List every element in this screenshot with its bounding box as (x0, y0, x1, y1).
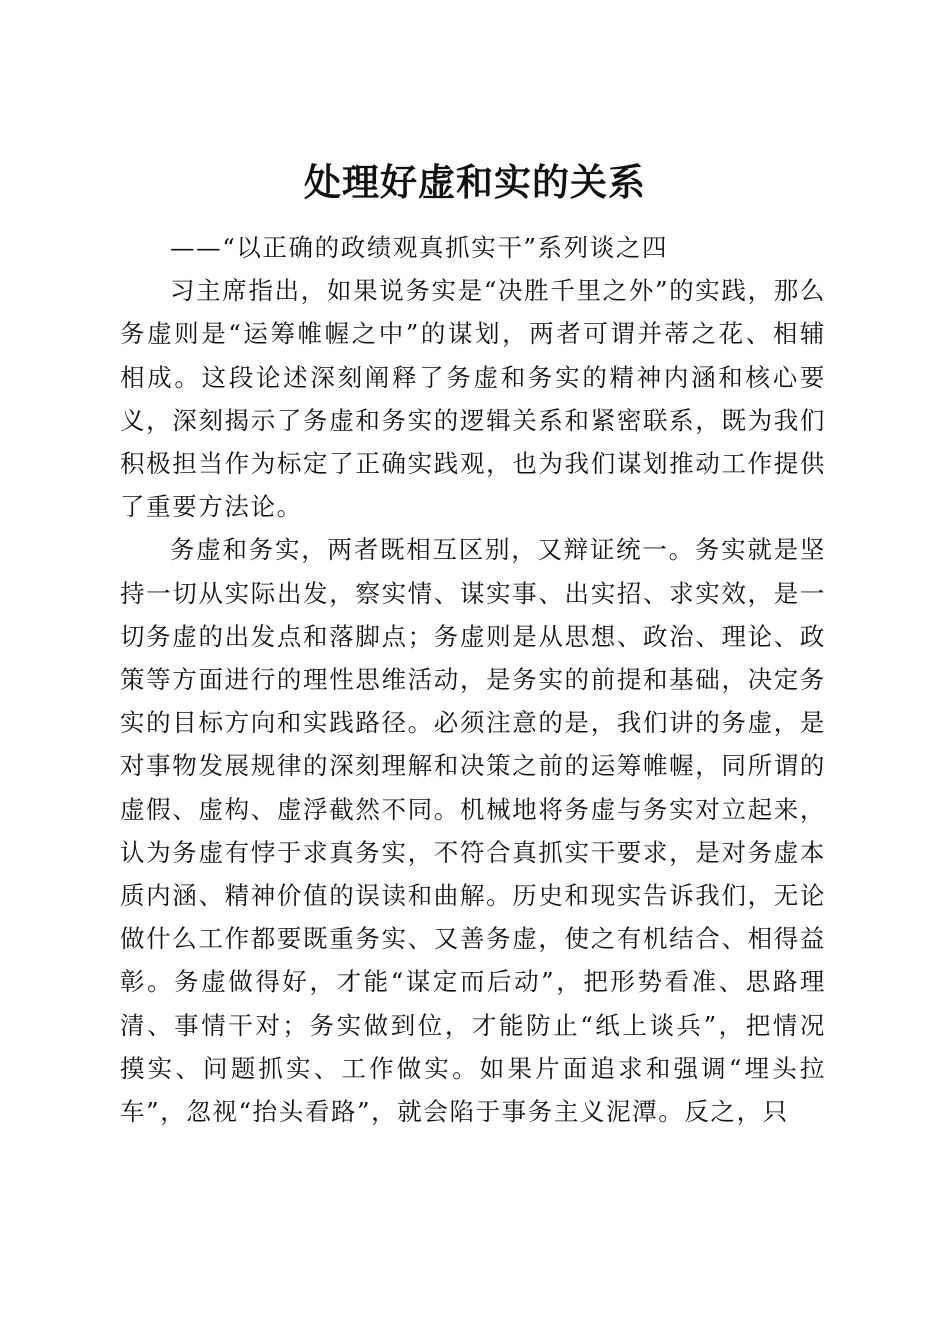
page-title: 处理好虚和实的关系 (304, 159, 646, 204)
article-body (120, 226, 826, 1133)
paragraph: 务虚和务实，两者既相互区别，又辩证统一。务实就是坚持一切从实际出发，察实情、谋实事、出实招、求实效，是一切务虚的出发点和落脚点；务虚则是从思想、政治、理论、政策等方面进行的理性思维活动，是务实的前提和基础，决定务实的目标方向和实践路径。必须注意的是，我们讲的务虚，是对事物发展规律的深刻理解和决策之前的运筹帷幄，同所谓的虚假、虚构、虚浮截然不同。机械地将务虚与务实对立起来，认为务虚有悖于求真务实，不符合真抓实干要求，是对务虚本质内涵、精神价值的误读和曲解。历史和现实告诉我们，无论做什么工作都要既重务实、又善务虚，使之有机结合、相得益彰。务虚做得好，才能“谋定而后动”，把形势看准、思路理清、事情干对；务实做到位，才能防止“纸上谈兵”，把情况摸实、问题抓实、工作做实。如果片面追求和强调“埋头拉车”，忽视“抬头看路”，就会陷于事务主义泥潭。反之，只 (120, 535, 826, 1127)
article-subtitle: ——“以正确的政绩观真抓实干”系列谈之四 (170, 233, 669, 262)
paragraph: 习主席指出，如果说务实是“决胜千里之外”的实践，那么务虚则是“运筹帷幄之中”的谋划，两者可谓并蒂之花、相辅相成。这段论述深刻阐释了务虚和务实的精神内涵和核心要义，深刻揭示了务虚和务实的逻辑关系和紧密联系，既为我们积极担当作为标定了正确实践观，也为我们谋划推动工作提供了重要方法论。 (120, 276, 826, 522)
